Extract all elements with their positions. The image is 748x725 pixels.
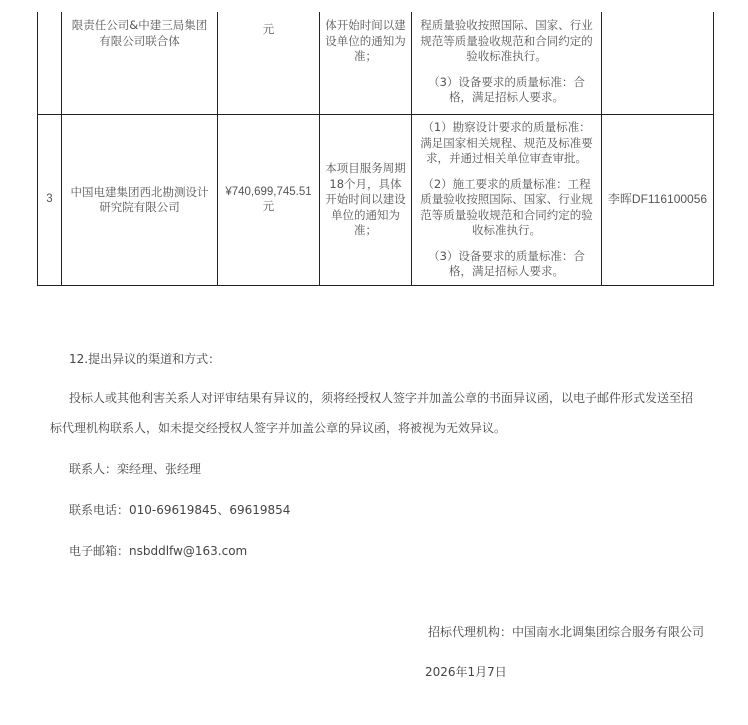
contact-email[interactable]: 电子邮箱：nsbddlfw@163.com: [69, 544, 248, 558]
bid-price: ¥740,699,745.51元: [218, 115, 320, 286]
quality-standard: [412, 12, 602, 115]
row-index: 3: [38, 115, 62, 286]
bidder-name: 中国电建集团西北勘测设计研究院有限公司: [62, 115, 218, 286]
service-period: 体开始时间以建设单位的通知为准；: [320, 12, 412, 115]
bid-results-table: [37, 12, 714, 286]
quality-item: 程质量验收按照国际、国家、行业规范等质量验收规范和合同约定的验收标准执行。: [420, 18, 593, 63]
quality-item: （2）施工要求的质量标准：工程质量验收按照国际、国家、行业规范等质量验收规范和合同约定的验收标准执行。: [420, 176, 593, 238]
bidder-name: 限责任公司&中建三局集团有限公司联合体: [62, 12, 218, 115]
section-heading: 12.提出异议的渠道和方式：: [69, 352, 221, 366]
quality-standard: [412, 115, 602, 286]
table-row: [38, 12, 714, 115]
table-row: [38, 115, 714, 286]
notice-date: 2026年1月7日: [425, 665, 507, 679]
project-manager: 李晖DF116100056: [602, 115, 714, 286]
objection-paragraph-line2: 标代理机构联系人，如未提交经授权人签字并加盖公章的异议函，将被视为无效异议。: [50, 421, 507, 435]
agency-signature: 招标代理机构：中国南水北调集团综合服务有限公司: [428, 625, 705, 639]
objection-paragraph-line1: 投标人或其他利害关系人对评审结果有异议的，须将经授权人签字并加盖公章的书面异议函，以电子邮件形式发送至招: [69, 391, 694, 405]
quality-item: （3）设备要求的质量标准：合格，满足招标人要求。: [428, 248, 585, 279]
project-manager: [602, 12, 714, 115]
quality-item: （3）设备要求的质量标准：合格，满足招标人要求。: [428, 74, 585, 104]
bid-price: 元: [218, 12, 320, 115]
quality-item: （1）勘察设计要求的质量标准：满足国家相关规程、规范及标准要求，并通过相关单位审查审批。: [420, 120, 593, 166]
row-index: [38, 12, 62, 115]
service-period: 本项目服务周期18个月，具体开始时间以建设单位的通知为准；: [320, 115, 412, 286]
contact-phone: 联系电话：010-69619845、69619854: [69, 503, 291, 517]
contact-person: 联系人：栾经理、张经理: [69, 462, 202, 476]
